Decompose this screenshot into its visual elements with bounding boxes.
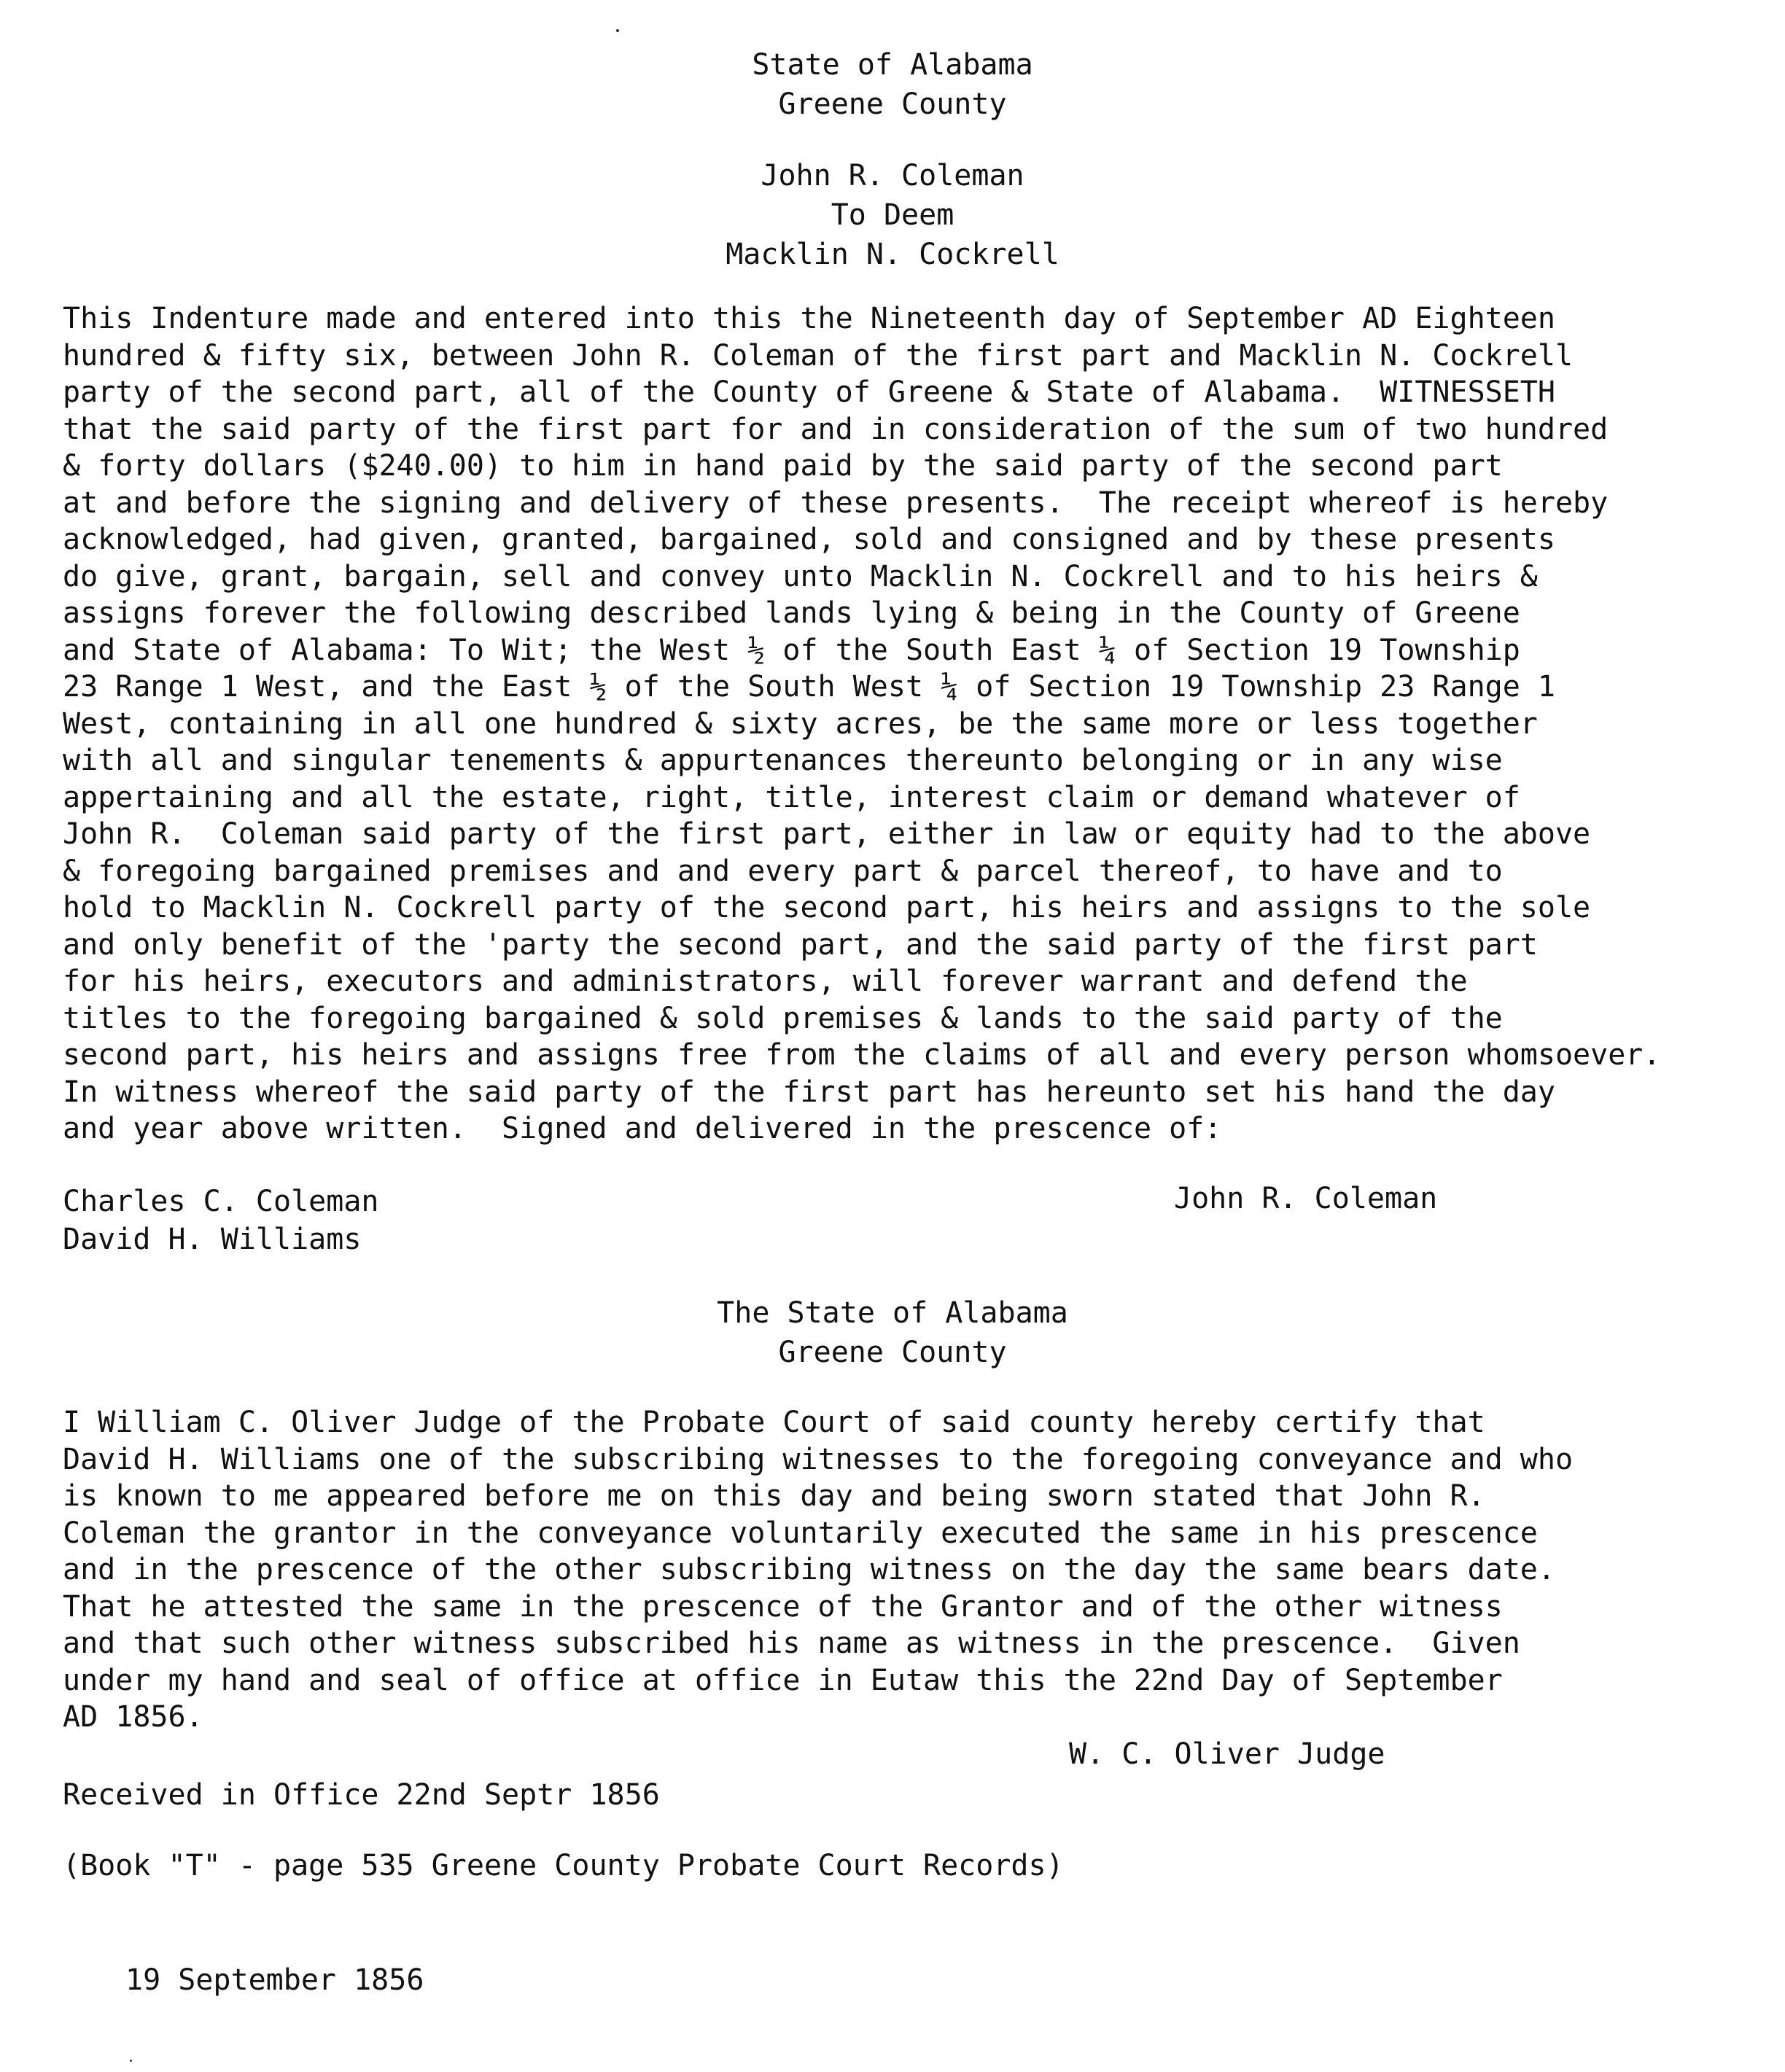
- indenture-line: second part, his heirs and assigns free from the claims of all and every person whomsoever.: [63, 1038, 1661, 1072]
- indenture-line: at and before the signing and delivery of these presents. The receipt whereof is hereby: [63, 486, 1609, 520]
- certificate-state: The State of Alabama: [717, 1296, 1068, 1330]
- certificate-county: Greene County: [778, 1336, 1007, 1369]
- heading-county: Greene County: [778, 87, 1007, 121]
- parties-block: [0, 156, 1785, 274]
- certificate-heading: [0, 1293, 1785, 1372]
- indenture-line: In witness whereof the said party of the first part has hereunto set his hand the day: [63, 1075, 1555, 1109]
- indenture-line: West, containing in all one hundred & sixty acres, be the same more or less together: [63, 706, 1538, 741]
- received-note: Received in Office 22nd Septr 1856: [63, 1778, 660, 1812]
- instrument-type: To Deem: [831, 198, 954, 232]
- indenture-line: for his heirs, executors and administrators, will forever warrant and defend the: [63, 965, 1468, 998]
- certificate-line: under my hand and seal of office at office in Eutaw this the 22nd Day of September: [63, 1663, 1503, 1697]
- stray-mark: [130, 2060, 132, 2062]
- judge-signature: W. C. Oliver Judge: [1069, 1737, 1385, 1771]
- certificate-body: [63, 1404, 1740, 1736]
- witness-list: [63, 1183, 378, 1258]
- indenture-body: [63, 300, 1740, 1148]
- indenture-line: 23 Range 1 West, and the East ½ of the South West ¼ of Section 19 Township 23 Range 1: [63, 670, 1555, 704]
- certificate-line: I William C. Oliver Judge of the Probate Court of said county hereby certify that: [63, 1406, 1485, 1439]
- indenture-line: with all and singular tenements & appurtenances thereunto belonging or in any wise: [63, 744, 1503, 777]
- witness-name: Charles C. Coleman: [63, 1185, 379, 1218]
- document-heading: [0, 45, 1785, 124]
- indenture-line: and State of Alabama: To Wit; the West ½ of the South East ¼ of Section 19 Township: [63, 633, 1520, 667]
- indenture-line: and year above written. Signed and delivered in the prescence of:: [63, 1112, 1222, 1145]
- indenture-line: appertaining and all the estate, right, title, interest claim or demand whatever of: [63, 780, 1520, 814]
- certificate-line: and in the prescence of the other subscribing witness on the day the same bears date.: [63, 1553, 1555, 1586]
- grantee-name: Macklin N. Cockrell: [726, 238, 1059, 271]
- certificate-line: AD 1856.: [63, 1700, 203, 1734]
- indenture-line: This Indenture made and entered into this the Nineteenth day of September AD Eighteen: [63, 302, 1555, 335]
- indenture-line: assigns forever the following described lands lying & being in the County of Greene: [63, 596, 1520, 630]
- certificate-line: That he attested the same in the prescence of the Grantor and of the other witness: [63, 1589, 1503, 1624]
- indenture-line: & foregoing bargained premises and and every part & parcel thereof, to have and to: [63, 854, 1503, 888]
- indenture-line: & forty dollars ($240.00) to him in hand paid by the said party of the second part: [63, 449, 1503, 483]
- heading-state: State of Alabama: [752, 48, 1033, 82]
- indenture-line: hundred & fifty six, between John R. Coleman of the first part and Macklin N. Cockrell: [63, 338, 1574, 373]
- certificate-line: and that such other witness subscribed his name as witness in the prescence. Given: [63, 1627, 1520, 1660]
- grantor-signature: John R. Coleman: [1174, 1182, 1438, 1215]
- indenture-line: do give, grant, bargain, sell and convey unto Macklin N. Cockrell and to his heirs &: [63, 559, 1538, 593]
- grantor-name: John R. Coleman: [761, 159, 1024, 192]
- indenture-line: hold to Macklin N. Cockrell party of the second part, his heirs and assigns to the sole: [63, 891, 1591, 924]
- stray-mark: [616, 29, 619, 32]
- witness-name: David H. Williams: [63, 1223, 362, 1256]
- certificate-line: is known to me appeared before me on this day and being sworn stated that John R.: [63, 1479, 1485, 1513]
- book-reference: (Book "T" - page 535 Greene County Probate Court Records): [63, 1849, 1064, 1882]
- certificate-line: Coleman the grantor in the conveyance voluntarily executed the same in his prescence: [63, 1516, 1538, 1550]
- certificate-line: David H. Williams one of the subscribing witnesses to the foregoing conveyance and who: [63, 1442, 1574, 1476]
- date-note: 19 September 1856: [125, 1963, 424, 1997]
- indenture-line: and only benefit of the 'party the second part, and the said party of the first part: [63, 927, 1538, 962]
- indenture-line: party of the second part, all of the County of Greene & State of Alabama. WITNESSETH: [63, 375, 1555, 409]
- indenture-line: John R. Coleman said party of the first part, either in law or equity had to the above: [63, 817, 1591, 851]
- indenture-line: acknowledged, had given, granted, bargained, sold and consigned and by these presents: [63, 523, 1555, 556]
- indenture-line: that the said party of the first part for and in consideration of the sum of two hundred: [63, 412, 1609, 446]
- indenture-line: titles to the foregoing bargained & sold premises & lands to the said party of the: [63, 1001, 1503, 1035]
